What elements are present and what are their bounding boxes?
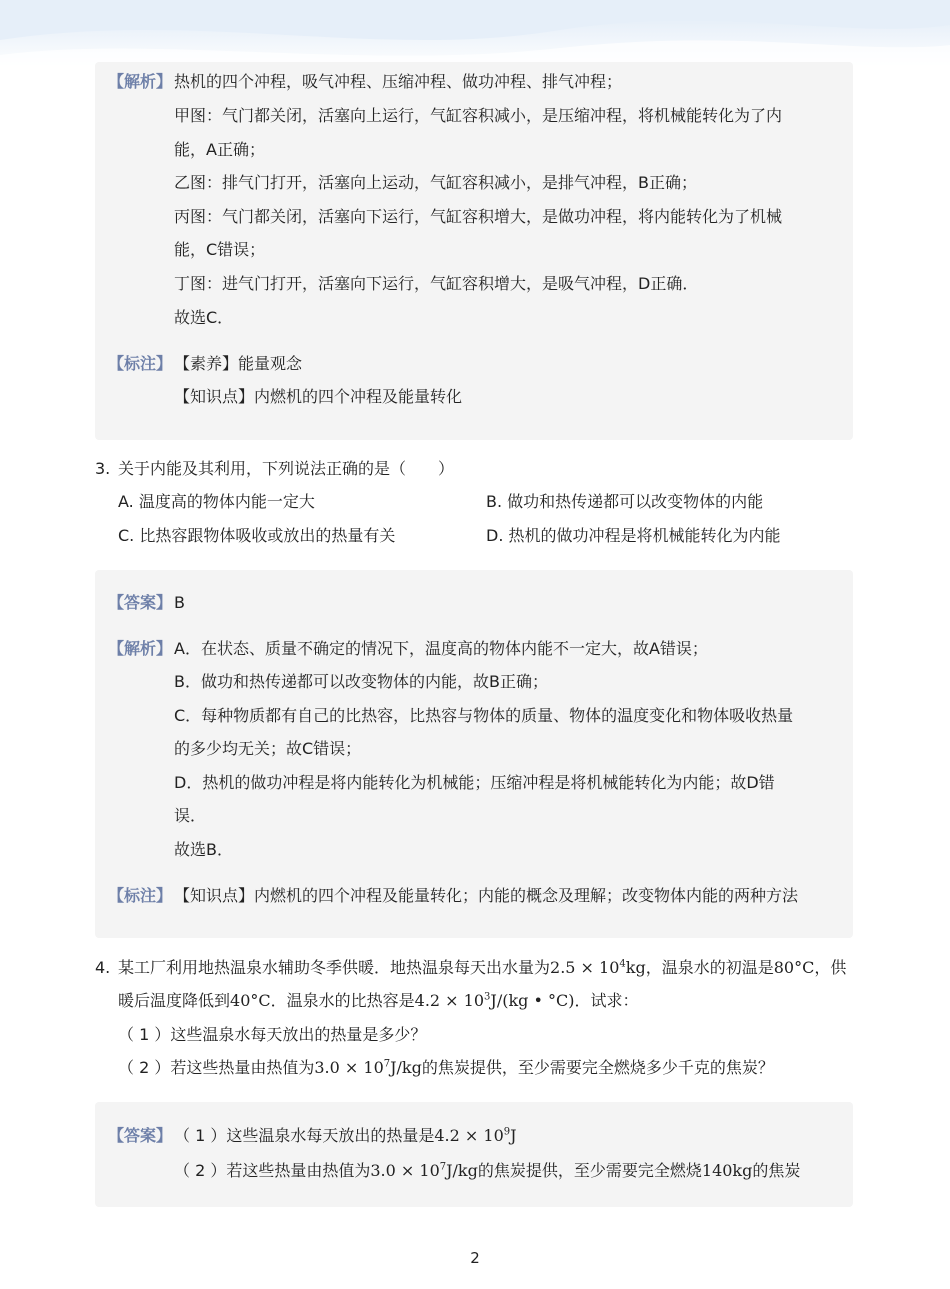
question-stem-line1: 某工厂利用地热温泉水辅助冬季供暖．地热温泉每天出水量为$2.5 \times 10^4kg$，温泉水的初温是80°C，供: [118, 958, 847, 977]
note-line: 【知识点】内燃机的四个冲程及能量转化: [174, 387, 463, 406]
answer-value: B: [174, 593, 185, 612]
analysis-line: 能，A正确；: [174, 140, 265, 159]
analysis-tag: 【解析】: [108, 72, 173, 91]
option-a: A. 温度高的物体内能一定大: [118, 492, 315, 511]
sub-question-2: （ 2 ）若这些热量由热值为$3.0 \times 10^7J/kg$的焦炭提供，至少需要完全燃烧多少千克的焦炭？: [118, 1058, 774, 1077]
option-c: C. 比热容跟物体吸收或放出的热量有关: [118, 526, 396, 545]
answer-line-2: （ 2 ）若这些热量由热值为$3.0 \times 10^7J/kg$的焦炭提供，至少需要完全燃烧140kg的焦炭: [174, 1161, 801, 1180]
analysis-line: D．热机的做功冲程是将内能转化为机械能；压缩冲程是将机械能转化为内能；故D错: [174, 773, 775, 792]
note-tag: 【标注】: [108, 886, 173, 905]
analysis-line: 故选C．: [174, 308, 234, 327]
answer-tag: 【答案】: [108, 1126, 173, 1145]
question-stem-line2: 暖后温度降低到40°C．温泉水的比热容是$4.2 \times 10^3J/(kg$ • °C)．试求：: [118, 991, 639, 1010]
analysis-line: 甲图：气门都关闭，活塞向上运行，气缸容积减小，是压缩冲程，将机械能转化为了内: [174, 106, 783, 125]
question-stem: 关于内能及其利用，下列说法正确的是（ ）: [118, 459, 455, 478]
answer-line-1: （ 1 ）这些温泉水每天放出的热量是$4.2 \times 10^9J$: [174, 1126, 517, 1145]
question-number: 4.: [95, 958, 111, 977]
option-b: B. 做功和热传递都可以改变物体的内能: [486, 492, 764, 511]
analysis-line: C．每种物质都有自己的比热容，比热容与物体的质量、物体的温度变化和物体吸收热量: [174, 706, 794, 725]
analysis-line: 乙图：排气门打开，活塞向上运动，气缸容积减小，是排气冲程，B正确；: [174, 173, 697, 192]
page-number: 2: [470, 1249, 480, 1267]
answer-tag: 【答案】: [108, 593, 173, 612]
analysis-line: 丁图：进气门打开，活塞向下运行，气缸容积增大，是吸气冲程，D正确．: [174, 274, 699, 293]
analysis-line: 能，C错误；: [174, 240, 266, 259]
analysis-line: 故选B．: [174, 840, 233, 859]
analysis-line: A．在状态、质量不确定的情况下，温度高的物体内能不一定大，故A错误；: [174, 639, 708, 658]
answer-box-q4: [95, 1102, 853, 1207]
option-d: D. 热机的做功冲程是将机械能转化为内能: [486, 526, 781, 545]
analysis-line: B．做功和热传递都可以改变物体的内能，故B正确；: [174, 672, 548, 691]
analysis-line: 误．: [174, 806, 207, 825]
analysis-tag: 【解析】: [108, 639, 173, 658]
analysis-line: 的多少均无关；故C错误；: [174, 739, 362, 758]
question-number: 3.: [95, 459, 111, 478]
analysis-line: 丙图：气门都关闭，活塞向下运行，气缸容积增大，是做功冲程，将内能转化为了机械: [174, 207, 783, 226]
note-line: 【素养】能量观念: [174, 354, 303, 373]
note-line: 【知识点】内燃机的四个冲程及能量转化；内能的概念及理解；改变物体内能的两种方法: [174, 886, 799, 905]
analysis-line: 热机的四个冲程，吸气冲程、压缩冲程、做功冲程、排气冲程；: [174, 72, 623, 91]
sub-question-1: （ 1 ）这些温泉水每天放出的热量是多少？: [118, 1025, 427, 1044]
note-tag: 【标注】: [108, 354, 173, 373]
header-wave-decoration: [0, 0, 950, 70]
